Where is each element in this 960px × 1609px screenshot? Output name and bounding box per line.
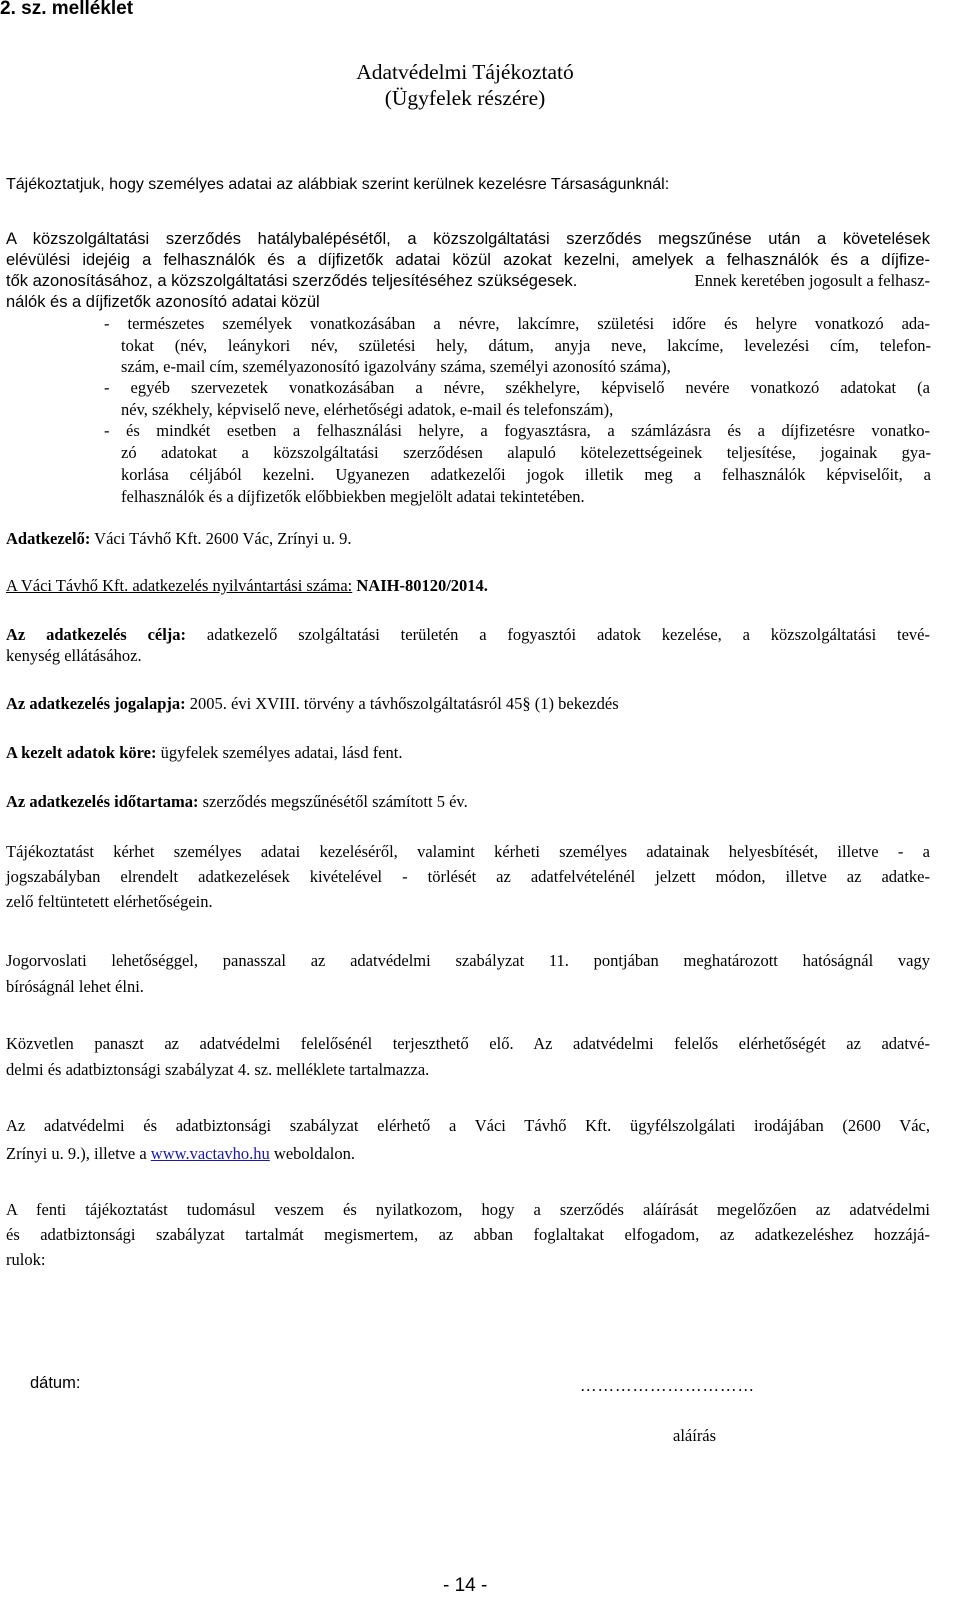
registry-label: A Váci Távhő Kft. adatkezelés nyilvántartási száma: (6, 576, 353, 595)
page-number: - 14 - (443, 1575, 488, 1596)
bullet-2-line: név, székhely, képviselő neve, elérhetőségi adatok, e-mail és telefonszám), (121, 400, 614, 419)
registry-line (6, 576, 488, 596)
para1-line3-start: tők azonosításához, a közszolgáltatási szerződés teljesítéséhez szükségesek. (6, 272, 578, 290)
bullet-3-first (104, 421, 930, 441)
para1-line: elévülési idejéig a felhasználók és a díjfizetők adatai közül azokat kezelni, amelyek a felhasználók és a díjfize- (6, 251, 930, 269)
bullet-dash: - (104, 378, 110, 397)
bullet-text: természetes személyek vonatkozásában a névre, lakcímre, születési időre és helyre vonatkozó ada- (127, 314, 930, 333)
para1-line (6, 271, 930, 291)
scope-value: ügyfelek személyes adatai, lásd fent. (160, 743, 403, 762)
bullet-dash: - (104, 314, 110, 333)
controller-label: Adatkezelő: (6, 529, 91, 548)
bullet-text: és mindkét esetben a felhasználási helyre, a fogyasztásra, a számlázásra és a díjfizetésre vonatko- (126, 421, 930, 440)
complaint-line: Közvetlen panaszt az adatvédelmi felelősénél terjeszthető elő. Az adatvédelmi felelős elérhetőségét az adatvé- (6, 1034, 930, 1053)
legal-basis-value: 2005. évi XVIII. törvény a távhőszolgáltatásról 45§ (1) bekezdés (189, 694, 619, 713)
availability-suffix: weboldalon. (273, 1144, 356, 1163)
declaration-line: rulok: (6, 1250, 46, 1269)
bullet-dash: - (104, 421, 110, 440)
bullet-2-first (104, 378, 930, 398)
date-label: dátum: (30, 1374, 81, 1392)
duration-line (6, 792, 468, 812)
availability-line-2 (6, 1144, 930, 1164)
complaint-line: delmi és adatbiztonsági szabályzat 4. sz. melléklete tartalmazza. (6, 1060, 430, 1079)
controller-line (6, 529, 352, 549)
para1-line3-tail: Ennek keretében jogosult a felhasz- (694, 271, 930, 290)
declaration-line: és adatbiztonsági szabályzat tartalmát megismertem, az abban foglaltakat elfogadom, az adatkezeléshez hozzájá- (6, 1225, 930, 1244)
signature-label: aláírás (673, 1426, 717, 1445)
duration-label: Az adatkezelés időtartama: (6, 792, 199, 811)
para1-line: A közszolgáltatási szerződés hatálybalépésétől, a közszolgáltatási szerződés megszűnése után a követelések (6, 230, 930, 248)
bullet-text: egyéb szervezetek vonatkozásában a névre, székhelyre, képviselő nevére vonatkozó adatokat (a (130, 378, 930, 397)
duration-value: szerződés megszűnésétől számított 5 év. (202, 792, 468, 811)
bullet-3-line: zó adatokat a közszolgáltatási szerződésen alapuló kötelezettségeinek teljesítése, jogainak gya- (121, 443, 931, 462)
declaration-line: A fenti tájékoztatást tudomásul veszem és nyilatkozom, hogy a szerződés aláírását megelőzően az adatvédelmi (6, 1200, 930, 1219)
bullet-1-first (104, 314, 930, 334)
info-line: zelő feltüntetett elérhetőségein. (6, 892, 213, 911)
info-line: jogszabályban elrendelt adatkezelések kivételével - törlését az adatfelvételénél jelzett módon, illetve az adatke- (6, 867, 930, 886)
bullet-1-line: tokat (név, leánykori név, születési hely, dátum, anyja neve, lakcíme, levelezési cím, telefon- (121, 336, 931, 355)
intro-text: Tájékoztatjuk, hogy személyes adatai az alábbiak szerint kerülnek kezelésre Társaságunknál: (6, 176, 670, 193)
bullet-3-line: korlása céljából kezelni. Ugyanezen adatkezelői jogok illetik meg a felhasználók képviselőit, a (121, 465, 931, 484)
website-link[interactable]: www.vactavho.hu (150, 1144, 270, 1163)
scope-label: A kezelt adatok köre: (6, 743, 157, 762)
purpose-line-2: kenység ellátásához. (6, 646, 142, 665)
availability-line: Az adatvédelmi és adatbiztonsági szabályzat elérhető a Váci Távhő Kft. ügyfélszolgálati irodájában (2600 Vác, (6, 1116, 930, 1135)
purpose-label: Az adatkezelés célja: (6, 625, 187, 644)
info-line: Tájékoztatást kérhet személyes adatai kezeléséről, valamint kérheti személyes adatainak helyesbítését, illetve - a (6, 842, 930, 861)
document-title: Adatvédelmi Tájékoztató (356, 60, 574, 84)
remedy-line: bíróságnál lehet élni. (6, 977, 144, 996)
purpose-line (6, 625, 930, 645)
bullet-3-line: felhasználók és a díjfizetők előbbiekben megjelölt adatai tekintetében. (121, 487, 585, 506)
signature-dots: ………………………… (580, 1376, 755, 1395)
controller-value: Váci Távhő Kft. 2600 Vác, Zrínyi u. 9. (94, 529, 352, 548)
para1-line: nálók és a díjfizetők azonosító adatai közül (6, 293, 320, 311)
annex-label: 2. sz. melléklet (0, 0, 134, 19)
remedy-line: Jogorvoslati lehetőséggel, panasszal az adatvédelmi szabályzat 11. pontjában meghatározott hatóságnál vagy (6, 951, 930, 970)
bullet-1-line: szám, e-mail cím, személyazonosító igazolvány száma, személyi azonosító száma), (121, 357, 671, 376)
document-subtitle: (Ügyfelek részére) (384, 86, 546, 110)
purpose-value: adatkezelő szolgáltatási területén a fogyasztói adatok kezelése, a közszolgáltatási tevé- (206, 625, 930, 644)
legal-basis-label: Az adatkezelés jogalapja: (6, 694, 186, 713)
registry-number: NAIH-80120/2014. (356, 576, 488, 595)
scope-line (6, 743, 403, 763)
legal-basis-line (6, 694, 619, 714)
availability-prefix: Zrínyi u. 9.), illetve a (6, 1144, 147, 1163)
